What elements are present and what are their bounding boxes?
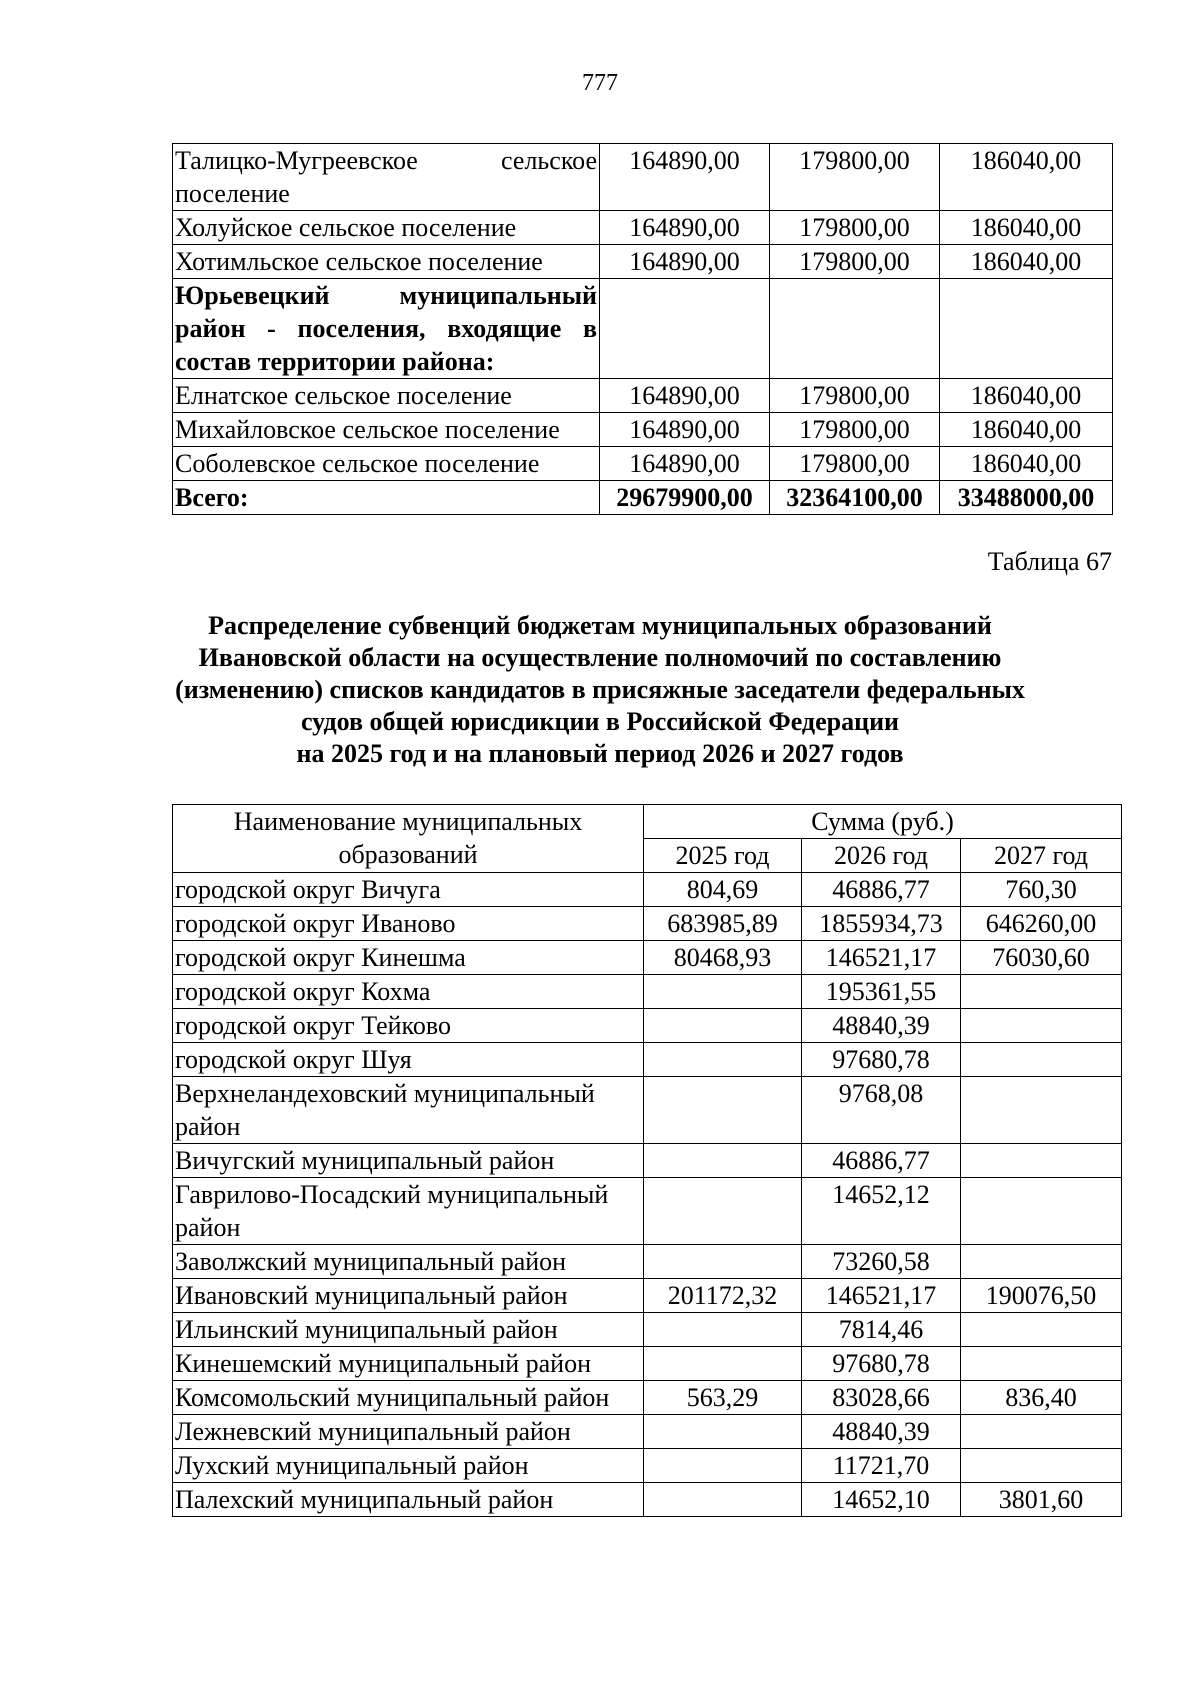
- table-row: [173, 144, 1113, 211]
- cell-2025: [644, 1043, 802, 1077]
- row-name: Холуйское сельское поселение: [173, 211, 600, 245]
- header-name: Наименование муниципальных образований: [173, 805, 644, 873]
- row-name: Елнатское сельское поселение: [173, 379, 600, 413]
- cell-2026: 46886,77: [802, 873, 961, 907]
- cell-2026: 48840,39: [802, 1009, 961, 1043]
- table-row: [173, 941, 1122, 975]
- cell-2025: 563,29: [644, 1381, 802, 1415]
- cell-2026: 179800,00: [770, 211, 940, 245]
- cell-2027: [940, 279, 1113, 379]
- row-name: Талицко-Мугреевское сельское поселение: [173, 144, 600, 211]
- table-row: [173, 873, 1122, 907]
- cell-2026: 146521,17: [802, 941, 961, 975]
- row-name: городской округ Тейково: [173, 1009, 644, 1043]
- table-row: [173, 1381, 1122, 1415]
- header-year-2027: 2027 год: [961, 839, 1122, 873]
- cell-2027: [961, 1144, 1122, 1178]
- row-name: Гаврилово-Посадский муниципальный район: [173, 1178, 644, 1245]
- cell-2026: 195361,55: [802, 975, 961, 1009]
- table-row: [173, 1415, 1122, 1449]
- cell-2027: 186040,00: [940, 245, 1113, 279]
- table-row: [173, 1313, 1122, 1347]
- cell-2025: [644, 1483, 802, 1517]
- cell-2027: [961, 1313, 1122, 1347]
- row-name: Ильинский муниципальный район: [173, 1313, 644, 1347]
- cell-2027: [961, 1347, 1122, 1381]
- cell-2025: [600, 279, 770, 379]
- cell-2025: 804,69: [644, 873, 802, 907]
- cell-2025: [644, 1245, 802, 1279]
- cell-2025: [644, 975, 802, 1009]
- table-row: [173, 481, 1113, 515]
- cell-2026: 179800,00: [770, 144, 940, 211]
- cell-2026: 46886,77: [802, 1144, 961, 1178]
- cell-2027: [961, 1415, 1122, 1449]
- table-header-row: [173, 805, 1122, 839]
- row-name: Кинешемский муниципальный район: [173, 1347, 644, 1381]
- cell-2026: 146521,17: [802, 1279, 961, 1313]
- cell-2026: 179800,00: [770, 413, 940, 447]
- table-row: [173, 1009, 1122, 1043]
- cell-2025: 164890,00: [600, 245, 770, 279]
- cell-2025: [644, 1347, 802, 1381]
- page-number: 777: [582, 70, 618, 96]
- subvention-table: [172, 804, 1122, 1517]
- cell-2027: [961, 1449, 1122, 1483]
- row-name: Юрьевецкий муниципальный район - поселения, входящие в состав территории района:: [173, 279, 600, 379]
- row-name: городской округ Шуя: [173, 1043, 644, 1077]
- row-name: Всего:: [173, 481, 600, 515]
- cell-2025: 164890,00: [600, 379, 770, 413]
- table-row: [173, 279, 1113, 379]
- row-name: Верхнеландеховский муниципальный район: [173, 1077, 644, 1144]
- cell-2025: 683985,89: [644, 907, 802, 941]
- cell-2027: 33488000,00: [940, 481, 1113, 515]
- cell-2026: 97680,78: [802, 1347, 961, 1381]
- cell-2027: 836,40: [961, 1381, 1122, 1415]
- cell-2027: 76030,60: [961, 941, 1122, 975]
- header-year-2025: 2025 год: [644, 839, 802, 873]
- cell-2026: 179800,00: [770, 447, 940, 481]
- row-name: Хотимльское сельское поселение: [173, 245, 600, 279]
- cell-2026: 32364100,00: [770, 481, 940, 515]
- table-row: [173, 1245, 1122, 1279]
- table-row: [173, 1483, 1122, 1517]
- cell-2026: 73260,58: [802, 1245, 961, 1279]
- subvention-table-body: [173, 873, 1122, 1517]
- cell-2025: 164890,00: [600, 447, 770, 481]
- row-name: Комсомольский муниципальный район: [173, 1381, 644, 1415]
- cell-2027: [961, 1043, 1122, 1077]
- cell-2027: [961, 975, 1122, 1009]
- row-name: городской округ Вичуга: [173, 873, 644, 907]
- cell-2026: 11721,70: [802, 1449, 961, 1483]
- table-row: [173, 1449, 1122, 1483]
- table-row: [173, 907, 1122, 941]
- header-year-2026: 2026 год: [802, 839, 961, 873]
- row-name: Ивановский муниципальный район: [173, 1279, 644, 1313]
- table-row: [173, 1043, 1122, 1077]
- title-line: на 2025 год и на плановый период 2026 и 2027 годов: [296, 739, 904, 768]
- title-line: Распределение субвенций бюджетам муниципальных образований: [208, 611, 992, 640]
- title-line: (изменению) списков кандидатов в присяжные заседатели федеральных: [175, 675, 1025, 704]
- cell-2027: 3801,60: [961, 1483, 1122, 1517]
- row-name: Заволжский муниципальный район: [173, 1245, 644, 1279]
- table-row: [173, 211, 1113, 245]
- cell-2025: 164890,00: [600, 144, 770, 211]
- row-name: Михайловское сельское поселение: [173, 413, 600, 447]
- cell-2027: 186040,00: [940, 211, 1113, 245]
- cell-2025: [644, 1144, 802, 1178]
- table-row: [173, 379, 1113, 413]
- table-row: [173, 1144, 1122, 1178]
- cell-2027: 190076,50: [961, 1279, 1122, 1313]
- table-label: Таблица 67: [987, 547, 1112, 576]
- table-row: [173, 245, 1113, 279]
- title-line: Ивановской области на осуществление полномочий по составлению: [198, 643, 1002, 672]
- row-name: городской округ Иваново: [173, 907, 644, 941]
- cell-2027: [961, 1178, 1122, 1245]
- row-name: городской округ Кохма: [173, 975, 644, 1009]
- cell-2025: 164890,00: [600, 211, 770, 245]
- cell-2027: 186040,00: [940, 413, 1113, 447]
- table-row: [173, 1178, 1122, 1245]
- cell-2027: 186040,00: [940, 447, 1113, 481]
- cell-2027: 186040,00: [940, 144, 1113, 211]
- cell-2027: [961, 1077, 1122, 1144]
- row-name: городской округ Кинешма: [173, 941, 644, 975]
- cell-2026: [770, 279, 940, 379]
- cell-2025: [644, 1178, 802, 1245]
- cell-2025: 201172,32: [644, 1279, 802, 1313]
- cell-2026: 1855934,73: [802, 907, 961, 941]
- row-name: Соболевское сельское поселение: [173, 447, 600, 481]
- cell-2025: [644, 1009, 802, 1043]
- cell-2026: 14652,10: [802, 1483, 961, 1517]
- cell-2026: 83028,66: [802, 1381, 961, 1415]
- cell-2027: 186040,00: [940, 379, 1113, 413]
- row-name: Лухский муниципальный район: [173, 1449, 644, 1483]
- cell-2027: 760,30: [961, 873, 1122, 907]
- cell-2025: [644, 1313, 802, 1347]
- row-name: Вичугский муниципальный район: [173, 1144, 644, 1178]
- cell-2025: 29679900,00: [600, 481, 770, 515]
- table-row: [173, 447, 1113, 481]
- cell-2025: [644, 1077, 802, 1144]
- row-name: Лежневский муниципальный район: [173, 1415, 644, 1449]
- allocation-table-body: [173, 144, 1113, 515]
- allocation-table-continued: [172, 143, 1113, 515]
- table-row: [173, 1279, 1122, 1313]
- cell-2026: 14652,12: [802, 1178, 961, 1245]
- cell-2026: 9768,08: [802, 1077, 961, 1144]
- table-row: [173, 1077, 1122, 1144]
- table-row: [173, 975, 1122, 1009]
- header-sum: Сумма (руб.): [644, 805, 1122, 839]
- table-row: [173, 1347, 1122, 1381]
- title-line: судов общей юрисдикции в Российской Федерации: [300, 707, 900, 736]
- cell-2025: [644, 1449, 802, 1483]
- table-row: [173, 413, 1113, 447]
- row-name: Палехский муниципальный район: [173, 1483, 644, 1517]
- cell-2026: 179800,00: [770, 379, 940, 413]
- cell-2026: 179800,00: [770, 245, 940, 279]
- cell-2025: [644, 1415, 802, 1449]
- cell-2026: 48840,39: [802, 1415, 961, 1449]
- cell-2026: 7814,46: [802, 1313, 961, 1347]
- cell-2027: [961, 1009, 1122, 1043]
- cell-2025: 80468,93: [644, 941, 802, 975]
- cell-2025: 164890,00: [600, 413, 770, 447]
- table-title: [100, 610, 1100, 770]
- cell-2026: 97680,78: [802, 1043, 961, 1077]
- cell-2027: [961, 1245, 1122, 1279]
- cell-2027: 646260,00: [961, 907, 1122, 941]
